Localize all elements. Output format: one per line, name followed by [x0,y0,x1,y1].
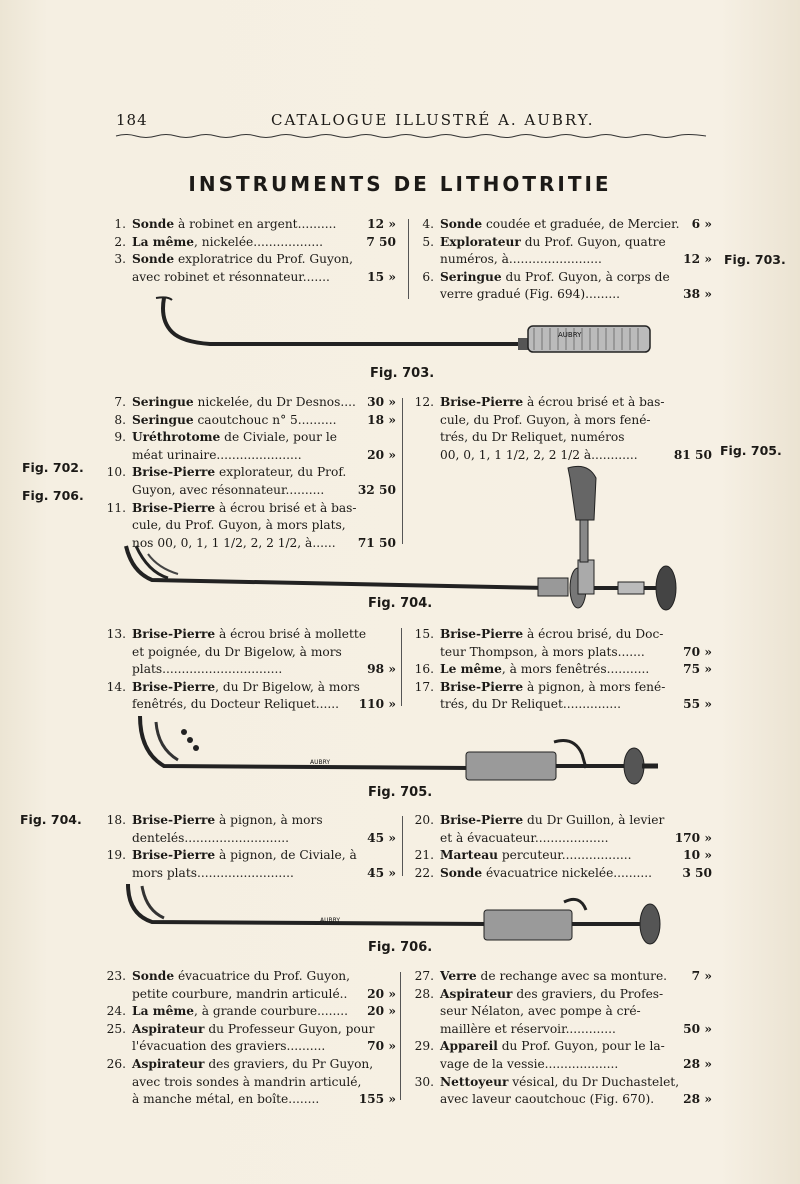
catalogue-item-line [106,1021,396,1039]
item-description: Guyon, avec résonnateur.......... [132,482,325,497]
catalogue-item-line [106,1091,396,1109]
item-description: Brise-Pierre à écrou brisé et à bas- [132,500,357,515]
item-price: 98 » [367,662,396,677]
block-4-left [106,812,396,882]
item-description: méat urinaire...................... [132,447,302,462]
item-number: 17. [414,679,434,694]
item-price: 30 » [367,395,396,409]
item-number: 16. [414,662,434,677]
caption-fig-706: Fig. 706. [368,940,433,955]
item-description: Aspirateur des graviers, du Profes- [440,986,664,1001]
block-2-right [414,394,712,464]
item-number: 13. [106,627,126,641]
catalogue-item-line [106,661,396,679]
item-description: Brise-Pierre, du Dr Bigelow, à mors [132,679,360,694]
side-label-fig-702: Fig. 702. [22,460,84,475]
item-description: Brise-Pierre à écrou brisé à mollette [132,627,367,641]
catalogue-item-line [414,429,712,447]
item-price: 45 » [367,830,396,845]
item-description: cule, du Prof. Guyon, à mors fené- [440,412,651,427]
catalogue-item-line [414,216,712,234]
item-number: 29. [414,1039,434,1054]
block-4-right [414,812,712,882]
item-description: teur Thompson, à mors plats....... [440,644,645,659]
item-price: 12 » [367,217,396,231]
catalogue-item-line [414,986,712,1004]
item-description: Sonde à robinet en argent.......... [132,217,337,231]
item-price: 155 » [358,1092,396,1107]
item-number: 25. [106,1021,126,1036]
item-number: 2. [114,234,126,249]
item-price: 81 50 [673,447,712,462]
item-number: 8. [114,412,126,427]
item-number: 1. [114,217,126,231]
item-description: cule, du Prof. Guyon, à mors plats, [132,518,346,533]
item-description: à manche métal, en boîte........ [132,1092,320,1107]
catalogue-item-line [414,626,712,644]
item-price: 18 » [367,412,396,427]
item-number: 5. [422,234,434,249]
item-description: Explorateur du Prof. Guyon, quatre [440,234,666,249]
side-label-fig-703: Fig. 703. [724,252,786,267]
item-number: 4. [422,217,434,231]
engraving-aubry: AUBRY [558,331,582,339]
catalogue-item-line [414,1003,712,1021]
item-number: 12. [414,395,434,409]
item-price: 7 50 [366,234,396,249]
item-number: 9. [114,430,126,445]
item-number: 19. [106,848,126,863]
decorative-rule [116,132,706,140]
item-description: nos 00, 0, 1, 1 1/2, 2, 2 1/2, à...... [132,535,336,550]
catalogue-item-line [414,1056,712,1074]
catalogue-item-line [106,679,396,697]
item-price: 28 » [683,1092,712,1107]
item-price: 20 » [367,1004,396,1019]
item-description: Appareil du Prof. Guyon, pour le la- [440,1039,665,1054]
item-price: 12 » [683,252,712,267]
instrument-illustration-703 [150,292,660,356]
item-number: 18. [106,813,126,827]
catalogue-item-line [414,1091,712,1109]
item-description: Sonde évacuatrice nickelée.......... [440,865,653,880]
catalogue-item-line [414,644,712,662]
brace [396,816,403,876]
catalogue-item-line [414,830,712,848]
caption-fig-704: Fig. 704. [368,596,433,611]
item-number: 7. [114,395,126,409]
item-description: La même, nickelée.................. [132,234,323,249]
item-number: 26. [106,1056,126,1071]
item-price: 3 50 [682,865,712,880]
block-1-left [106,216,396,286]
item-price: 110 » [358,697,396,712]
running-title: CATALOGUE ILLUSTRÉ A. AUBRY. [271,111,595,129]
item-description: La même, à grande courbure........ [132,1004,349,1019]
catalogue-item-line [414,812,712,830]
item-description: Le même, à mors fenêtrés........... [440,662,650,677]
catalogue-item-line [414,394,712,412]
item-description: verre gradué (Fig. 694)......... [440,287,621,302]
item-description: trés, du Dr Reliquet............... [440,697,621,712]
item-number: 11. [106,500,126,515]
item-description: avec trois sondes à mandrin articulé, [132,1074,362,1089]
item-price: 71 50 [357,535,396,550]
item-description: Brise-Pierre du Dr Guillon, à levier [440,813,665,827]
item-number: 27. [414,969,434,983]
instrument-illustration-706 [124,880,672,942]
section-title: INSTRUMENTS DE LITHOTRITIE [188,172,612,196]
item-number: 28. [414,986,434,1001]
block-5-right [414,968,712,1109]
item-price: 32 50 [357,482,396,497]
item-description: seur Nélaton, avec pompe à cré- [440,1004,641,1019]
side-label-fig-706: Fig. 706. [22,488,84,503]
catalogue-item-line [106,216,396,234]
catalogue-item-line [106,1056,396,1074]
item-number: 21. [414,848,434,863]
brace [395,628,402,706]
catalogue-item-line [106,394,396,412]
item-description: fenêtrés, du Docteur Reliquet...... [132,697,340,712]
catalogue-item-line [414,1038,712,1056]
item-description: Aspirateur des graviers, du Pr Guyon, [132,1056,374,1071]
catalogue-item-line [414,412,712,430]
item-price: 55 » [683,697,712,712]
item-description: et poignée, du Dr Bigelow, à mors [132,644,342,659]
page-number: 184 [116,111,148,129]
item-price: 20 » [367,986,396,1001]
catalogue-item-line [414,269,712,287]
item-description: plats............................... [132,662,283,677]
catalogue-item-line [106,269,396,287]
item-description: dentelés........................... [132,830,289,845]
catalogue-item-line [106,986,396,1004]
item-price: 10 » [683,848,712,863]
item-description: Brise-Pierre à pignon, à mors [132,813,323,827]
item-description: Uréthrotome de Civiale, pour le [132,430,337,445]
item-description: vage de la vessie................... [440,1056,619,1071]
side-label-fig-705: Fig. 705. [720,443,782,458]
catalogue-item-line [106,234,396,252]
item-price: 20 » [367,447,396,462]
catalogue-item-line [106,830,396,848]
item-description: 00, 0, 1, 1 1/2, 2, 2 1/2 à............ [440,447,638,462]
item-description: Seringue caoutchouc n° 5.......... [132,412,337,427]
catalogue-item-line [414,847,712,865]
catalogue-item-line [414,1021,712,1039]
item-description: mors plats......................... [132,865,294,880]
block-5-left [106,968,396,1109]
brace [394,972,401,1100]
catalogue-item-line [106,1074,396,1092]
block-3-right [414,626,712,714]
item-description: Brise-Pierre à écrou brisé et à bas- [440,395,665,409]
item-description: Sonde coudée et graduée, de Mercier. [440,217,680,231]
catalogue-item-line [106,812,396,830]
catalogue-item-line [106,251,396,269]
block-3-left [106,626,396,714]
item-price: 15 » [367,269,396,284]
caption-fig-703: Fig. 703. [370,366,435,381]
item-description: Seringue nickelée, du Dr Desnos.... [132,395,356,409]
item-number: 6. [422,269,434,284]
item-description: Seringue du Prof. Guyon, à corps de [440,269,670,284]
catalogue-item-line [106,644,396,662]
item-number: 10. [106,465,126,480]
catalogue-item-line [106,968,396,986]
catalogue-item-line [106,429,396,447]
item-description: Verre de rechange avec sa monture. [440,969,668,983]
item-number: 23. [106,969,126,983]
item-description: l'évacuation des graviers.......... [132,1039,326,1054]
item-number: 3. [114,252,126,267]
instrument-illustration-705 [134,712,664,786]
item-description: Brise-Pierre à écrou brisé, du Doc- [440,627,664,641]
catalogue-item-line [414,1074,712,1092]
catalogue-item-line [414,968,712,986]
item-number: 15. [414,627,434,641]
item-description: maillère et réservoir............. [440,1021,616,1036]
item-price: 75 » [683,662,712,677]
item-description: numéros, à........................ [440,252,602,267]
item-description: Nettoyeur vésical, du Dr Duchastelet, [440,1074,680,1089]
catalogue-item-line [106,1038,396,1056]
item-number: 30. [414,1074,434,1089]
item-description: trés, du Dr Reliquet, numéros [440,430,625,445]
catalogue-item-line [414,234,712,252]
caption-fig-705: Fig. 705. [368,785,433,800]
catalogue-item-line [106,412,396,430]
catalogue-item-line [414,251,712,269]
item-price: 7 » [691,969,712,983]
item-price: 45 » [367,865,396,880]
block-1-right [414,216,712,304]
item-price: 70 » [683,644,712,659]
item-number: 24. [106,1004,126,1019]
item-number: 14. [106,679,126,694]
catalogue-item-line [106,847,396,865]
item-description: Brise-Pierre à pignon, de Civiale, à [132,848,357,863]
item-description: Brise-Pierre à pignon, à mors fené- [440,679,666,694]
catalogue-item-line [414,661,712,679]
engraving-aubry: AUBRY [310,759,331,766]
item-price: 170 » [674,830,712,845]
item-description: Brise-Pierre explorateur, du Prof. [132,465,347,480]
item-price: 38 » [683,287,712,302]
item-price: 28 » [683,1056,712,1071]
brace [402,219,409,299]
item-price: 6 » [691,217,712,231]
catalogue-item-line [106,626,396,644]
item-description: avec laveur caoutchouc (Fig. 670). [440,1092,655,1107]
item-description: Aspirateur du Professeur Guyon, pour [132,1021,375,1036]
item-description: Sonde évacuatrice du Prof. Guyon, [132,969,351,983]
item-price: 50 » [683,1021,712,1036]
item-description: petite courbure, mandrin articulé.. [132,986,348,1001]
catalogue-item-line [106,1003,396,1021]
item-description: Marteau percuteur.................. [440,848,632,863]
item-description: Sonde exploratrice du Prof. Guyon, [132,252,353,267]
item-number: 22. [414,865,434,880]
item-description: avec robinet et résonnateur....... [132,269,330,284]
catalogue-item-line [414,679,712,697]
side-label-fig-704: Fig. 704. [20,812,82,827]
engraving-aubry: AUBRY [320,917,341,924]
item-description: et à évacuateur................... [440,830,609,845]
item-number: 20. [414,813,434,827]
item-price: 70 » [367,1039,396,1054]
instrument-illustration-704 [118,460,688,616]
